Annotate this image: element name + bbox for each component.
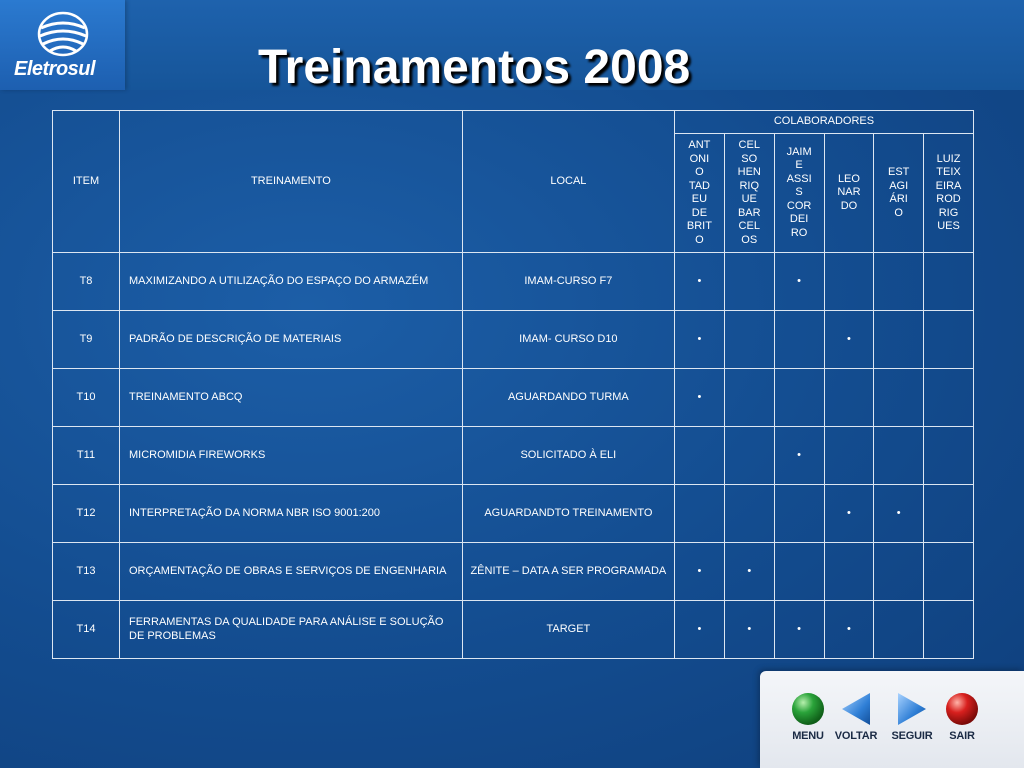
- item-cell: T14: [53, 601, 120, 659]
- collaborator-name-line: ANT: [688, 139, 711, 151]
- collaborator-name-line: ROD: [936, 193, 961, 205]
- table-row: [53, 485, 974, 543]
- attendance-mark: [724, 311, 774, 369]
- attendance-mark: •: [824, 601, 874, 659]
- logo-text: Eletrosul: [14, 58, 96, 80]
- local-cell: AGUARDANDO TURMA: [462, 369, 674, 427]
- back-button[interactable]: [828, 691, 884, 742]
- logo: [0, 0, 125, 90]
- collaborator-name-line: O: [695, 233, 704, 246]
- table-row: [53, 311, 974, 369]
- local-cell: ZÊNITE – DATA A SER PROGRAMADA: [462, 543, 674, 601]
- item-cell: T13: [53, 543, 120, 601]
- back-label: VOLTAR: [834, 730, 878, 742]
- attendance-mark: [874, 253, 924, 311]
- collaborator-header: [874, 134, 924, 253]
- attendance-mark: •: [774, 253, 824, 311]
- attendance-mark: •: [824, 311, 874, 369]
- attendance-mark: •: [674, 253, 724, 311]
- collaborator-name-line: AGI: [889, 179, 909, 192]
- training-cell: PADRÃO DE DESCRIÇÃO DE MATERIAIS: [120, 311, 463, 369]
- attendance-mark: [874, 427, 924, 485]
- attendance-mark: [924, 601, 974, 659]
- attendance-mark: [824, 427, 874, 485]
- training-cell: FERRAMENTAS DA QUALIDADE PARA ANÁLISE E SOLUÇÃO DE PROBLEMAS: [120, 601, 463, 659]
- training-cell: INTERPRETAÇÃO DA NORMA NBR ISO 9001:200: [120, 485, 463, 543]
- collaborator-name-line: LEO: [837, 172, 860, 185]
- collaborator-name-line: DO: [840, 199, 858, 212]
- menu-icon: [790, 691, 826, 727]
- exit-button[interactable]: [934, 691, 990, 742]
- table-row: [53, 253, 974, 311]
- collaborator-header: [824, 134, 874, 253]
- collaborator-name-line: S: [795, 186, 803, 199]
- attendance-mark: •: [674, 601, 724, 659]
- attendance-mark: •: [724, 601, 774, 659]
- attendance-mark: •: [724, 543, 774, 601]
- collaborator-name-line: RO: [790, 226, 808, 239]
- item-cell: T8: [53, 253, 120, 311]
- collaborator-name-line: EIRA: [935, 179, 962, 192]
- collaborator-name-line: JAIM: [786, 145, 812, 158]
- collaborator-name-line: NAR: [837, 186, 861, 199]
- local-cell: IMAM- CURSO D10: [462, 311, 674, 369]
- collaborator-name-line: E: [795, 159, 803, 172]
- globe-icon: [36, 10, 90, 58]
- attendance-mark: •: [774, 427, 824, 485]
- local-cell: IMAM-CURSO F7: [462, 253, 674, 311]
- collaborator-name-line: ONI: [689, 152, 710, 165]
- attendance-mark: [924, 369, 974, 427]
- menu-label: MENU: [792, 730, 824, 742]
- attendance-mark: [824, 369, 874, 427]
- collaborator-name-line: O: [894, 206, 903, 219]
- next-label: SEGUIR: [891, 730, 933, 742]
- training-table: [52, 110, 974, 659]
- collaborator-name-line: O: [695, 166, 704, 178]
- attendance-mark: [874, 543, 924, 601]
- navigation-panel: [760, 671, 1024, 768]
- table-row: [53, 369, 974, 427]
- arrow-right-icon: [894, 691, 930, 727]
- attendance-mark: [774, 311, 824, 369]
- attendance-mark: •: [824, 485, 874, 543]
- collaborator-header: [774, 134, 824, 253]
- attendance-mark: [924, 485, 974, 543]
- collaborator-name-line: SO: [741, 152, 758, 165]
- collaborator-name-line: ASSI: [786, 172, 812, 185]
- collaborator-name-line: TEIX: [936, 166, 961, 178]
- collaborator-header: [674, 134, 724, 253]
- header-local: LOCAL: [462, 111, 674, 253]
- item-cell: T11: [53, 427, 120, 485]
- attendance-mark: [874, 601, 924, 659]
- attendance-mark: [774, 543, 824, 601]
- attendance-mark: [874, 311, 924, 369]
- attendance-mark: [674, 485, 724, 543]
- exit-label: SAIR: [949, 730, 975, 742]
- attendance-mark: [724, 253, 774, 311]
- local-cell: SOLICITADO À ELI: [462, 427, 674, 485]
- collaborator-name-line: UE: [741, 193, 757, 205]
- attendance-mark: •: [674, 311, 724, 369]
- collaborator-name-line: LUIZ: [936, 152, 961, 165]
- collaborator-name-line: EST: [887, 166, 910, 178]
- header-collaborators: COLABORADORES: [674, 111, 973, 134]
- attendance-mark: [824, 543, 874, 601]
- table-row: [53, 601, 974, 659]
- next-button[interactable]: [884, 691, 940, 742]
- table-row: [53, 427, 974, 485]
- collaborator-header: [924, 134, 974, 253]
- attendance-mark: [924, 253, 974, 311]
- attendance-mark: [924, 427, 974, 485]
- training-cell: MICROMIDIA FIREWORKS: [120, 427, 463, 485]
- attendance-mark: [924, 543, 974, 601]
- collaborator-name-line: HEN: [737, 166, 761, 178]
- item-cell: T12: [53, 485, 120, 543]
- exit-icon: [944, 691, 980, 727]
- collaborator-header: [724, 134, 774, 253]
- collaborator-name-line: BAR: [737, 206, 761, 219]
- collaborator-name-line: TAD: [688, 179, 710, 192]
- attendance-mark: •: [674, 369, 724, 427]
- collaborator-name-line: RIG: [938, 206, 959, 219]
- attendance-mark: •: [774, 601, 824, 659]
- collaborator-name-line: RIQ: [739, 179, 760, 192]
- collaborator-name-line: EU: [691, 193, 708, 205]
- collaborator-name-line: DEI: [789, 213, 809, 226]
- header-training: TREINAMENTO: [120, 111, 463, 253]
- collaborator-name-line: OS: [741, 233, 758, 246]
- training-cell: MAXIMIZANDO A UTILIZAÇÃO DO ESPAÇO DO ARMAZÉM: [120, 253, 463, 311]
- attendance-mark: [824, 253, 874, 311]
- attendance-mark: [724, 485, 774, 543]
- local-cell: TARGET: [462, 601, 674, 659]
- attendance-mark: [774, 369, 824, 427]
- collaborator-name-line: DE: [691, 206, 708, 219]
- attendance-mark: [774, 485, 824, 543]
- training-cell: TREINAMENTO ABCQ: [120, 369, 463, 427]
- collaborator-name-line: CEL: [738, 220, 760, 232]
- collaborator-name-line: BRIT: [686, 220, 712, 232]
- attendance-mark: [724, 369, 774, 427]
- table-row: [53, 543, 974, 601]
- collaborator-name-line: ÁRI: [889, 193, 908, 205]
- attendance-mark: [674, 427, 724, 485]
- item-cell: T9: [53, 311, 120, 369]
- header-item: ITEM: [53, 111, 120, 253]
- attendance-mark: [724, 427, 774, 485]
- collaborator-name-line: UES: [937, 220, 960, 232]
- attendance-mark: •: [674, 543, 724, 601]
- item-cell: T10: [53, 369, 120, 427]
- attendance-mark: [924, 311, 974, 369]
- page-title: Treinamentos 2008: [258, 41, 691, 94]
- collaborator-name-line: CEL: [738, 139, 760, 151]
- training-cell: ORÇAMENTAÇÃO DE OBRAS E SERVIÇOS DE ENGENHARIA: [120, 543, 463, 601]
- attendance-mark: •: [874, 485, 924, 543]
- local-cell: AGUARDANDTO TREINAMENTO: [462, 485, 674, 543]
- collaborator-name-line: COR: [786, 199, 812, 212]
- arrow-left-icon: [838, 691, 874, 727]
- attendance-mark: [874, 369, 924, 427]
